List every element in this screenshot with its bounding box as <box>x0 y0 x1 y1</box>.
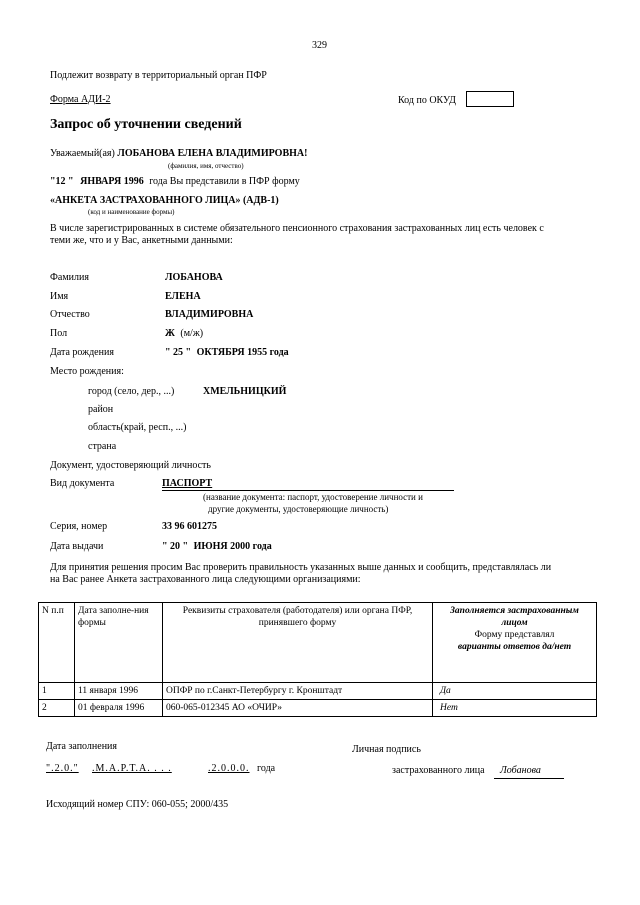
signature-line <box>494 778 564 779</box>
submitted-line <box>50 176 300 187</box>
city-label: город (село, дер., ...) <box>88 386 175 397</box>
sex-label: Пол <box>50 328 68 339</box>
return-note: Подлежит возврату в территориальный орган ПФР <box>50 70 267 81</box>
organizations-table <box>38 602 597 717</box>
intro-line-1: В числе зарегистрированных в системе обязательного пенсионного страхования застрахованных лиц есть человек с <box>50 223 544 234</box>
table-header-row <box>39 603 597 683</box>
request-line-2: на Вас ранее Анкета застрахованного лица следующими организациями: <box>50 574 361 585</box>
birth-label: Дата рождения <box>50 347 114 358</box>
city-value: ХМЕЛЬНИЦКИЙ <box>203 386 287 397</box>
greeting <box>50 148 307 159</box>
greeting-name: ЛОБАНОВА ЕЛЕНА ВЛАДИМИРОВНА! <box>117 148 308 159</box>
district-label: район <box>88 404 114 415</box>
row-num: 2 <box>39 700 75 717</box>
fill-date-year: .2.0.0.0. <box>208 763 250 774</box>
submitted-month-year: ЯНВАРЯ 1996 <box>80 176 144 187</box>
series-value: 33 96 601275 <box>162 521 217 532</box>
header-date: Дата заполне-ния формы <box>75 603 163 683</box>
fill-date-suffix: года <box>257 763 276 774</box>
birth-place-label: Место рождения: <box>50 366 124 377</box>
request-line-1: Для принятия решения просим Вас проверить правильность указанных выше данных и сообщить, представлялась ли <box>50 562 552 573</box>
row-num: 1 <box>39 683 75 700</box>
table-row <box>39 700 597 717</box>
row-answer: Да <box>440 686 451 696</box>
signature-subject: застрахованного лица <box>392 765 485 776</box>
okud-label: Код по ОКУД <box>398 95 456 106</box>
issued-day: " 20 " <box>162 541 189 552</box>
row-answer: Нет <box>440 703 458 713</box>
row-answer-cell[interactable] <box>433 683 597 700</box>
patronymic-label: Отчество <box>50 309 90 320</box>
greeting-prefix: Уважаемый(ая) <box>50 148 115 159</box>
document-type-caption-1: (название документа: паспорт, удостоверение личности и <box>203 492 423 502</box>
header-num: N п.п <box>39 603 75 683</box>
form-name: «АНКЕТА ЗАСТРАХОВАННОГО ЛИЦА» (АДВ-1) <box>50 195 279 206</box>
document-type-label: Вид документа <box>50 478 115 489</box>
row-date: 01 февраля 1996 <box>75 700 163 717</box>
okud-field[interactable] <box>466 91 514 107</box>
header-fill-plain: Форму представлял <box>474 630 555 640</box>
sex-hint: (м/ж) <box>180 328 204 339</box>
form-code: Форма АДИ-2 <box>50 94 111 105</box>
birth-date <box>165 347 289 358</box>
issued-rest: ИЮНЯ 2000 года <box>193 541 272 552</box>
document-type-value: ПАСПОРТ <box>162 478 213 489</box>
sex-row <box>165 328 203 339</box>
fill-date-day: ".2.0." <box>46 763 79 774</box>
greeting-caption: (фамилия, имя, отчество) <box>168 162 244 170</box>
patronymic-value: ВЛАДИМИРОВНА <box>165 309 254 320</box>
birth-day: " 25 " <box>165 347 192 358</box>
submitted-day: "12 " <box>50 176 74 187</box>
row-date: 11 января 1996 <box>75 683 163 700</box>
fill-date-month: .М.А.Р.Т.А. . . . <box>92 763 172 774</box>
signature-value[interactable]: Лобанова <box>500 765 541 776</box>
header-fill-italic: Заполняется застрахованным лицом <box>450 606 579 628</box>
document-type-caption-2: другие документы, удостоверяющие личность) <box>208 504 389 514</box>
row-org: ОПФР по г.Санкт-Петербургу г. Кронштадт <box>163 683 433 700</box>
series-label: Серия, номер <box>50 521 108 532</box>
name-value: ЕЛЕНА <box>165 291 201 302</box>
country-label: страна <box>88 441 117 452</box>
fill-date-label: Дата заполнения <box>46 741 117 752</box>
page-number: 329 <box>312 40 327 51</box>
intro-line-2: теми же, что и у Вас, анкетными данными: <box>50 235 233 246</box>
signature-label: Личная подпись <box>352 744 421 755</box>
issued-label: Дата выдачи <box>50 541 104 552</box>
header-requisites: Реквизиты страхователя (работодателя) или органа ПФР, принявшего форму <box>163 603 433 683</box>
document-heading: Документ, удостоверяющий личность <box>50 460 211 471</box>
birth-rest: ОКТЯБРЯ 1955 года <box>196 347 289 358</box>
row-org: 060-065-012345 АО «ОЧИР» <box>163 700 433 717</box>
page-title: Запрос об уточнении сведений <box>50 117 242 132</box>
header-fill <box>433 603 597 683</box>
surname-value: ЛОБАНОВА <box>165 272 223 283</box>
region-label: область(край, респ., ...) <box>88 422 187 433</box>
table-row <box>39 683 597 700</box>
row-answer-cell[interactable] <box>433 700 597 717</box>
name-label: Имя <box>50 291 69 302</box>
sex-value: Ж <box>165 328 175 339</box>
form-name-caption: (код и наименование формы) <box>88 208 175 216</box>
outgoing-number: Исходящий номер СПУ: 060-055; 2000/435 <box>46 799 229 810</box>
header-fill-options: варианты ответов да/нет <box>457 642 572 652</box>
surname-label: Фамилия <box>50 272 89 283</box>
issued-date <box>162 541 272 552</box>
submitted-rest: года Вы представили в ПФР форму <box>149 176 300 187</box>
document-type-line <box>162 490 454 491</box>
